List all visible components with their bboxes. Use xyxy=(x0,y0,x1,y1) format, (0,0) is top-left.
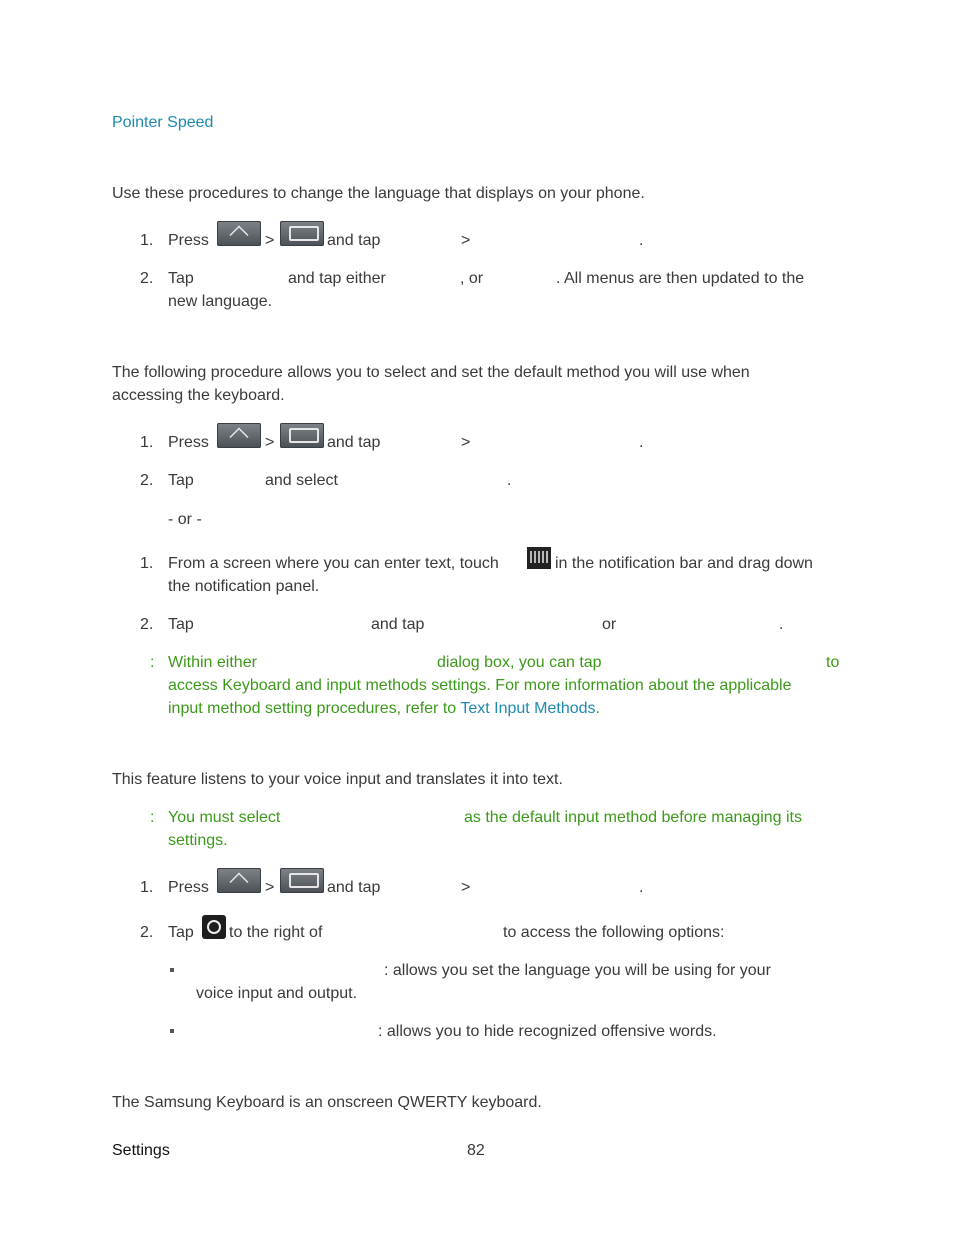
option-description: : allows you to hide recognized offensive words. xyxy=(378,1023,717,1040)
period: . xyxy=(507,472,512,489)
samsung-keyboard-intro: The Samsung Keyboard is an onscreen QWERTY keyboard. xyxy=(112,1094,542,1111)
lang-step2-text: , or xyxy=(460,270,484,287)
to-the-right-label: to the right of xyxy=(229,924,323,941)
default-intro: The following procedure allows you to select and set the default method you will use when xyxy=(112,364,750,381)
bullet xyxy=(170,1029,174,1033)
note-text: settings. xyxy=(168,832,228,849)
and-tap-label: and tap xyxy=(327,232,381,249)
gt-separator: > xyxy=(461,434,471,451)
note-colon: : xyxy=(150,809,155,826)
menu-key-icon xyxy=(280,868,324,893)
step-number: 2. xyxy=(140,270,154,287)
note-colon: : xyxy=(150,654,155,671)
gt-separator: > xyxy=(461,232,471,249)
step-number: 2. xyxy=(140,616,154,633)
step-number: 2. xyxy=(140,924,154,941)
gear-icon xyxy=(202,915,226,939)
lang-step2-text: and tap either xyxy=(288,270,386,287)
or-label: or xyxy=(602,616,617,633)
lang-step2-text: new language. xyxy=(168,293,273,310)
period: . xyxy=(639,232,644,249)
tap-label: Tap xyxy=(168,270,194,287)
gt-separator: > xyxy=(461,879,471,896)
and-tap-label: and tap xyxy=(327,879,381,896)
period: . xyxy=(779,616,784,633)
home-key-icon xyxy=(217,868,261,893)
menu-key-icon xyxy=(280,423,324,448)
footer-page-number: 82 xyxy=(467,1142,485,1159)
note-period: . xyxy=(595,700,600,717)
default-intro: accessing the keyboard. xyxy=(112,387,285,404)
period: . xyxy=(639,434,644,451)
home-key-icon xyxy=(217,221,261,246)
press-label: Press xyxy=(168,434,209,451)
to-access-label: to access the following options: xyxy=(503,924,725,941)
option-description: : allows you set the language you will be using for your xyxy=(384,962,771,979)
note-text-lead: input method setting procedures, refer to xyxy=(168,700,457,717)
tap-label: Tap xyxy=(168,616,194,633)
keyboard-icon xyxy=(527,547,551,569)
tap-label: Tap xyxy=(168,924,194,941)
notification-step-text: From a screen where you can enter text, touch xyxy=(168,555,499,572)
or-separator: - or - xyxy=(168,511,202,528)
voice-intro: This feature listens to your voice input and translates it into text. xyxy=(112,771,563,788)
option-description: voice input and output. xyxy=(196,985,358,1002)
bullet xyxy=(170,968,174,972)
notification-step-text: the notification panel. xyxy=(168,578,320,595)
step-number: 1. xyxy=(140,232,154,249)
and-select-label: and select xyxy=(265,472,338,489)
note-text: You must select xyxy=(168,809,281,826)
step-number: 1. xyxy=(140,434,154,451)
press-label: Press xyxy=(168,879,209,896)
text-input-methods-link[interactable]: Text Input Methods xyxy=(460,700,596,717)
notification-step-text: in the notification bar and drag down xyxy=(555,555,813,572)
note-text: to xyxy=(826,654,840,671)
gt-separator: > xyxy=(265,879,275,896)
tap-label: Tap xyxy=(168,472,194,489)
and-tap-label: and tap xyxy=(327,434,381,451)
and-tap-label: and tap xyxy=(371,616,425,633)
lang-step2-text: . All menus are then updated to the xyxy=(556,270,805,287)
note-text: dialog box, you can tap xyxy=(437,654,602,671)
step-number: 1. xyxy=(140,555,154,572)
footer-section-title: Settings xyxy=(112,1142,170,1159)
gt-separator: > xyxy=(265,232,275,249)
gt-separator: > xyxy=(265,434,275,451)
note-text: access Keyboard and input methods settings. For more information about the applicable xyxy=(168,677,792,694)
menu-key-icon xyxy=(280,221,324,246)
language-intro: Use these procedures to change the language that displays on your phone. xyxy=(112,185,645,202)
period: . xyxy=(639,879,644,896)
step-number: 1. xyxy=(140,879,154,896)
press-label: Press xyxy=(168,232,209,249)
note-text: Within either xyxy=(168,654,257,671)
step-number: 2. xyxy=(140,472,154,489)
note-text xyxy=(168,697,600,720)
pointer-speed-heading[interactable]: Pointer Speed xyxy=(112,114,214,131)
note-text: as the default input method before managing its xyxy=(464,809,802,826)
home-key-icon xyxy=(217,423,261,448)
